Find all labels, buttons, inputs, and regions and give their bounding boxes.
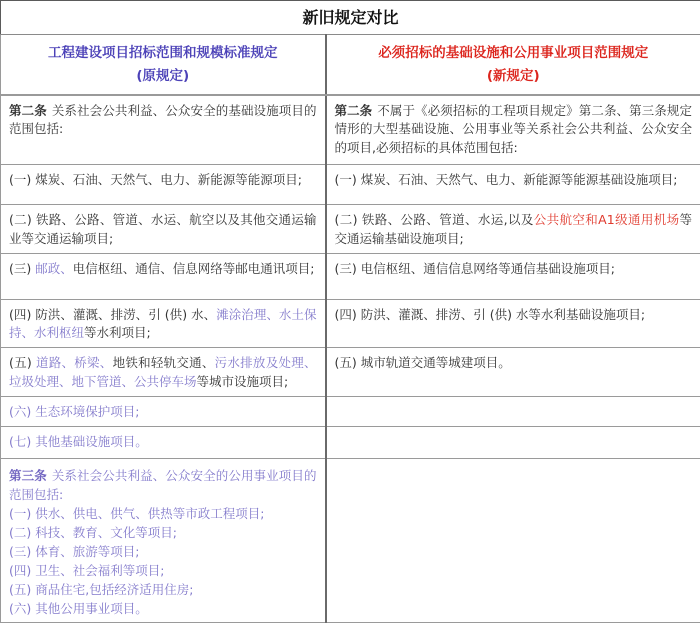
old-header-title: 工程建设项目招标范围和规模标准规定 [9, 42, 317, 65]
new-article2-label: 第二条 [335, 103, 373, 118]
old-article3-item-2: (二) 科技、教育、文化等项目; [9, 523, 317, 542]
new-article3-cell-empty [326, 458, 700, 622]
new-item3-cell [326, 253, 700, 299]
new-item1-cell [326, 165, 700, 205]
old-item2-cell [1, 205, 326, 254]
old-article3-item-4: (四) 卫生、社会福利等项目; [9, 561, 317, 580]
old-item4-cell [1, 299, 326, 348]
header-row [1, 35, 700, 95]
old-regulation-header-cell [1, 35, 326, 95]
old-item7-cell [1, 426, 326, 458]
old-item6-removed-text: (六) 生态环境保护项目; [9, 404, 139, 419]
old-item3-post: 电信枢纽、通信、信息网络等邮电通讯项目; [73, 261, 315, 276]
old-article3-cell [1, 458, 326, 622]
old-item1-text: (一) 煤炭、石油、天然气、电力、新能源等能源项目; [9, 172, 302, 187]
new-header-title: 必须招标的基础设施和公用事业项目范围规定 [335, 42, 693, 65]
new-article2-text: 不属于《必须招标的工程项目规定》第二条、第三条规定情形的大型基础设施、公用事业等关系社会公共利益、公众安全的项目,必须招标的具体范围包括: [335, 103, 693, 156]
new-item6-cell-empty [326, 396, 700, 426]
new-item2-post: 等交通运输基础设施项目; [335, 212, 693, 246]
old-item5-mid: 地铁和轻轨交通、 [113, 355, 215, 370]
old-item5-post: 等城市设施项目; [197, 374, 289, 389]
old-item5-removed-highlight-2: 污水排放及处理、垃圾处理、地下管道、公共停车场 [9, 355, 316, 389]
old-article3-intro [9, 466, 317, 504]
new-article2-cell [326, 95, 700, 165]
new-item2-cell [326, 205, 700, 254]
new-item5-cell [326, 348, 700, 397]
old-article3-text: 关系社会公共利益、公众安全的公用事业项目的范围包括: [9, 468, 316, 502]
new-item3-text: (三) 电信枢纽、通信信息网络等通信基础设施项目; [335, 261, 615, 276]
new-item2-pre: (二) 铁路、公路、管道、水运,以及 [335, 212, 534, 227]
old-item7-removed-text: (七) 其他基础设施项目。 [9, 434, 148, 449]
article3-row [1, 458, 700, 622]
item4-row [1, 299, 700, 348]
old-article3-item-6: (六) 其他公用事业项目。 [9, 599, 317, 618]
new-item7-cell-empty [326, 426, 700, 458]
item5-row [1, 348, 700, 397]
new-header-subtitle: (新规定) [335, 65, 693, 88]
item7-row [1, 426, 700, 458]
new-regulation-header-cell [326, 35, 700, 95]
old-item3-cell [1, 253, 326, 299]
new-item4-cell [326, 299, 700, 348]
item1-row [1, 165, 700, 205]
old-item3-pre: (三) [9, 261, 35, 276]
old-item6-cell [1, 396, 326, 426]
item6-row [1, 396, 700, 426]
old-article2-text: 关系社会公共利益、公众安全的基础设施项目的范围包括: [9, 103, 316, 137]
page-title: 新旧规定对比 [1, 1, 700, 35]
old-article3-item-5: (五) 商品住宅,包括经济适用住房; [9, 580, 317, 599]
old-item4-pre: (四) 防洪、灌溉、排涝、引 (供) 水、 [9, 307, 216, 322]
old-item5-pre: (五) [9, 355, 36, 370]
item2-row [1, 205, 700, 254]
old-item2-text: (二) 铁路、公路、管道、水运、航空以及其他交通运输业等交通运输项目; [9, 212, 317, 246]
old-article2-cell [1, 95, 326, 165]
new-item2-added-highlight: 公共航空和A1级通用机场 [534, 212, 680, 227]
old-header-subtitle: (原规定) [9, 65, 317, 88]
old-article3-item-3: (三) 体育、旅游等项目; [9, 542, 317, 561]
old-item4-post: 等水利项目; [84, 325, 151, 340]
old-article3-item-1: (一) 供水、供电、供气、供热等市政工程项目; [9, 504, 317, 523]
new-item1-text: (一) 煤炭、石油、天然气、电力、新能源等能源基础设施项目; [335, 172, 678, 187]
item3-row [1, 253, 700, 299]
new-item5-text: (五) 城市轨道交通等城建项目。 [335, 355, 511, 370]
old-item5-cell [1, 348, 326, 397]
old-item1-cell [1, 165, 326, 205]
title-row [1, 1, 700, 35]
old-item3-removed-highlight: 邮政、 [35, 261, 73, 276]
old-item5-removed-highlight-1: 道路、桥梁、 [36, 355, 113, 370]
new-item4-text: (四) 防洪、灌溉、排涝、引 (供) 水等水利基础设施项目; [335, 307, 646, 322]
old-article3-label: 第三条 [9, 468, 47, 483]
old-item4-removed-highlight: 滩涂治理、水土保持、水利枢纽 [9, 307, 317, 341]
old-article2-label: 第二条 [9, 103, 47, 118]
article2-row [1, 95, 700, 165]
